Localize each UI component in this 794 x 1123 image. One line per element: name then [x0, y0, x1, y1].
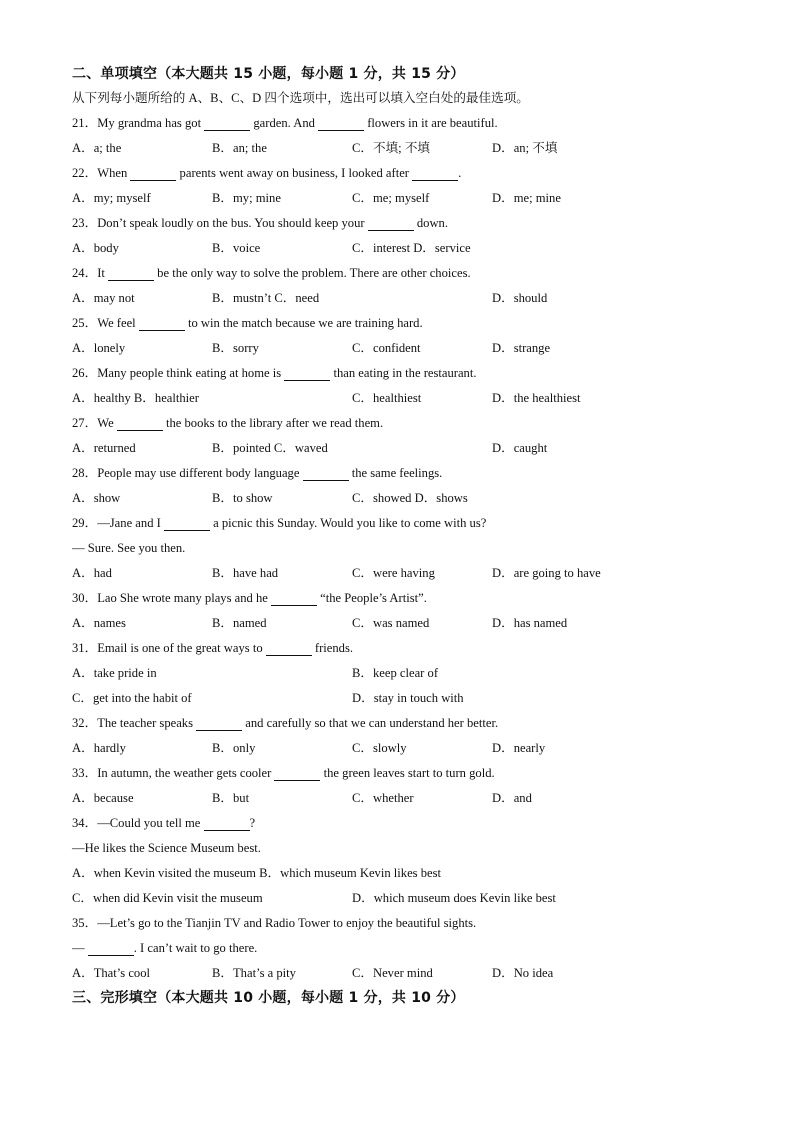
dialogue-reply — [72, 936, 732, 961]
answer-blank — [117, 416, 163, 431]
answer-option[interactable]: B．mustn’t C．need — [212, 291, 320, 305]
answer-option[interactable]: A．That’s cool — [72, 966, 150, 980]
option-row — [72, 236, 732, 261]
question-stem — [72, 311, 732, 336]
answer-option[interactable]: B．voice — [212, 241, 261, 255]
question-stem — [72, 911, 732, 936]
question-text: 29．—Jane and I — [72, 516, 164, 530]
question-text: be the only way to solve the problem. There are other choices. — [154, 266, 471, 280]
answer-blank — [164, 516, 210, 531]
answer-blank — [271, 591, 317, 606]
answer-option[interactable]: B．an; the — [212, 141, 267, 155]
answer-option[interactable]: A．may not — [72, 291, 135, 305]
answer-option[interactable]: C．showed D．shows — [352, 491, 468, 505]
question-text: . — [458, 166, 462, 180]
answer-option[interactable]: A．hardly — [72, 741, 126, 755]
answer-option[interactable]: A．had — [72, 566, 112, 580]
answer-blank — [318, 116, 364, 131]
question-list — [72, 111, 732, 986]
section-instruction: 从下列每小题所给的 A、B、C、D 四个选项中，选出可以填入空白处的最佳选项。 — [72, 91, 529, 105]
answer-option[interactable]: D．has named — [492, 616, 568, 630]
answer-option[interactable]: D．No idea — [492, 966, 554, 980]
question-stem — [72, 261, 732, 286]
question-stem — [72, 636, 732, 661]
question-text: 25．We feel — [72, 316, 139, 330]
answer-option[interactable]: B．That’s a pity — [212, 966, 296, 980]
answer-option[interactable]: A．take pride in — [72, 666, 157, 680]
question-stem — [72, 761, 732, 786]
question-text: 28．People may use different body language — [72, 466, 303, 480]
answer-blank — [368, 216, 414, 231]
answer-option[interactable]: C．interest D．service — [352, 241, 471, 255]
answer-option[interactable]: D．and — [492, 791, 532, 805]
option-row — [72, 336, 732, 361]
answer-blank — [412, 166, 458, 181]
answer-blank — [196, 716, 242, 731]
question-text: 31．Email is one of the great ways to — [72, 641, 266, 655]
question-stem — [72, 161, 732, 186]
answer-option[interactable]: C．get into the habit of — [72, 691, 192, 705]
answer-option[interactable]: D．should — [492, 291, 548, 305]
answer-option[interactable]: D．which museum does Kevin like best — [352, 891, 556, 905]
answer-blank — [139, 316, 185, 331]
dialogue-reply: — Sure. See you then. — [72, 541, 186, 555]
answer-option[interactable]: A．because — [72, 791, 134, 805]
answer-blank — [204, 816, 250, 831]
answer-option[interactable]: C．confident — [352, 341, 421, 355]
question-text: 21．My grandma has got — [72, 116, 205, 130]
question-text: the green leaves start to turn gold. — [320, 766, 495, 780]
answer-option[interactable]: A．when Kevin visited the museum B．which museum Kevin likes best — [72, 866, 442, 880]
answer-option[interactable]: B．pointed C．waved — [212, 441, 328, 455]
question-text: ? — [249, 816, 256, 830]
option-row — [72, 786, 732, 811]
answer-blank — [284, 366, 330, 381]
answer-option[interactable]: A．lonely — [72, 341, 126, 355]
question-text: and carefully so that we can understand her better. — [242, 716, 499, 730]
question-text: down. — [413, 216, 449, 230]
question-text: a picnic this Sunday. Would you like to come with us? — [209, 516, 487, 530]
option-row — [72, 661, 732, 686]
question-text: 35．—Let’s go to the Tianjin TV and Radio Tower to enjoy the beautiful sights. — [72, 916, 477, 930]
answer-option[interactable]: B．named — [212, 616, 267, 630]
question-text: 22．When — [72, 166, 131, 180]
question-text: parents went away on business, I looked after — [176, 166, 413, 180]
dialogue-reply: —He likes the Science Museum best. — [72, 841, 261, 855]
question-text: 32．The teacher speaks — [72, 716, 197, 730]
question-stem — [72, 111, 732, 136]
question-text: to win the match because we are training hard. — [184, 316, 423, 330]
question-stem — [72, 711, 732, 736]
answer-option[interactable]: D．me; mine — [492, 191, 561, 205]
option-row — [72, 186, 732, 211]
answer-option[interactable]: D．strange — [492, 341, 551, 355]
answer-blank — [303, 466, 349, 481]
answer-option[interactable]: D．stay in touch with — [352, 691, 464, 705]
question-stem — [72, 511, 732, 536]
answer-option[interactable]: B．sorry — [212, 341, 259, 355]
section-heading: 二、单项填空（本大题共 15 小题，每小题 1 分，共 15 分） — [72, 66, 465, 82]
option-row — [72, 611, 732, 636]
question-text: 34．—Could you tell me — [72, 816, 204, 830]
answer-option[interactable]: C．was named — [352, 616, 430, 630]
question-text: friends. — [311, 641, 354, 655]
option-row — [72, 486, 732, 511]
answer-option[interactable]: B．only — [212, 741, 256, 755]
option-row — [72, 286, 732, 311]
option-row — [72, 436, 732, 461]
question-text: 23．Don’t speak loudly on the bus. You should keep your — [72, 216, 368, 230]
answer-option[interactable]: A．a; the — [72, 141, 122, 155]
answer-option[interactable]: C．healthiest — [352, 391, 422, 405]
option-row — [72, 736, 732, 761]
answer-option[interactable]: A．names — [72, 616, 126, 630]
answer-option[interactable]: A．show — [72, 491, 121, 505]
answer-option[interactable]: B．keep clear of — [352, 666, 439, 680]
answer-option[interactable]: A．returned — [72, 441, 136, 455]
answer-option[interactable]: C．were having — [352, 566, 435, 580]
answer-option[interactable]: C．不填; 不填 — [352, 141, 431, 155]
answer-option[interactable]: B．my; mine — [212, 191, 281, 205]
question-text: the same feelings. — [348, 466, 443, 480]
answer-blank — [88, 941, 134, 956]
answer-blank — [130, 166, 176, 181]
question-text: the books to the library after we read them. — [162, 416, 384, 430]
question-stem — [72, 361, 732, 386]
option-row — [72, 561, 732, 586]
exam-page — [72, 62, 732, 1010]
question-text: garden. And — [250, 116, 319, 130]
question-text: than eating in the restaurant. — [330, 366, 477, 380]
option-row — [72, 886, 732, 911]
question-text: 33．In autumn, the weather gets cooler — [72, 766, 275, 780]
question-text: 27．We — [72, 416, 117, 430]
answer-option[interactable]: B．have had — [212, 566, 279, 580]
answer-option[interactable]: A．body — [72, 241, 119, 255]
question-text: flowers in it are beautiful. — [364, 116, 498, 130]
answer-option[interactable]: C．Never mind — [352, 966, 433, 980]
section-heading: 三、完形填空（本大题共 10 小题，每小题 1 分，共 10 分） — [72, 990, 465, 1006]
answer-option[interactable]: A．healthy B．healthier — [72, 391, 199, 405]
option-row — [72, 136, 732, 161]
option-row — [72, 861, 732, 886]
option-row — [72, 686, 732, 711]
answer-blank — [204, 116, 250, 131]
question-text: . I can’t wait to go there. — [133, 941, 258, 955]
answer-blank — [266, 641, 312, 656]
answer-option[interactable]: D．an; 不填 — [492, 141, 558, 155]
answer-option[interactable]: D．are going to have — [492, 566, 601, 580]
answer-blank — [108, 266, 154, 281]
answer-option[interactable]: C．slowly — [352, 741, 407, 755]
answer-blank — [274, 766, 320, 781]
question-text: “the People’s Artist”. — [317, 591, 427, 605]
question-stem — [72, 461, 732, 486]
answer-option[interactable]: C．whether — [352, 791, 414, 805]
option-row — [72, 386, 732, 411]
option-row — [72, 961, 732, 986]
question-stem — [72, 811, 732, 836]
question-text: — — [72, 941, 88, 955]
question-text: 24．It — [72, 266, 109, 280]
answer-option[interactable]: C．when did Kevin visit the museum — [72, 891, 263, 905]
answer-option[interactable]: C．me; myself — [352, 191, 430, 205]
question-text: 26．Many people think eating at home is — [72, 366, 285, 380]
answer-option[interactable]: D．caught — [492, 441, 548, 455]
answer-option[interactable]: D．the healthiest — [492, 391, 581, 405]
question-stem — [72, 586, 732, 611]
answer-option[interactable]: A．my; myself — [72, 191, 151, 205]
answer-option[interactable]: B．to show — [212, 491, 273, 505]
answer-option[interactable]: B．but — [212, 791, 250, 805]
question-stem — [72, 411, 732, 436]
answer-option[interactable]: D．nearly — [492, 741, 546, 755]
question-text: 30．Lao She wrote many plays and he — [72, 591, 272, 605]
question-stem — [72, 211, 732, 236]
